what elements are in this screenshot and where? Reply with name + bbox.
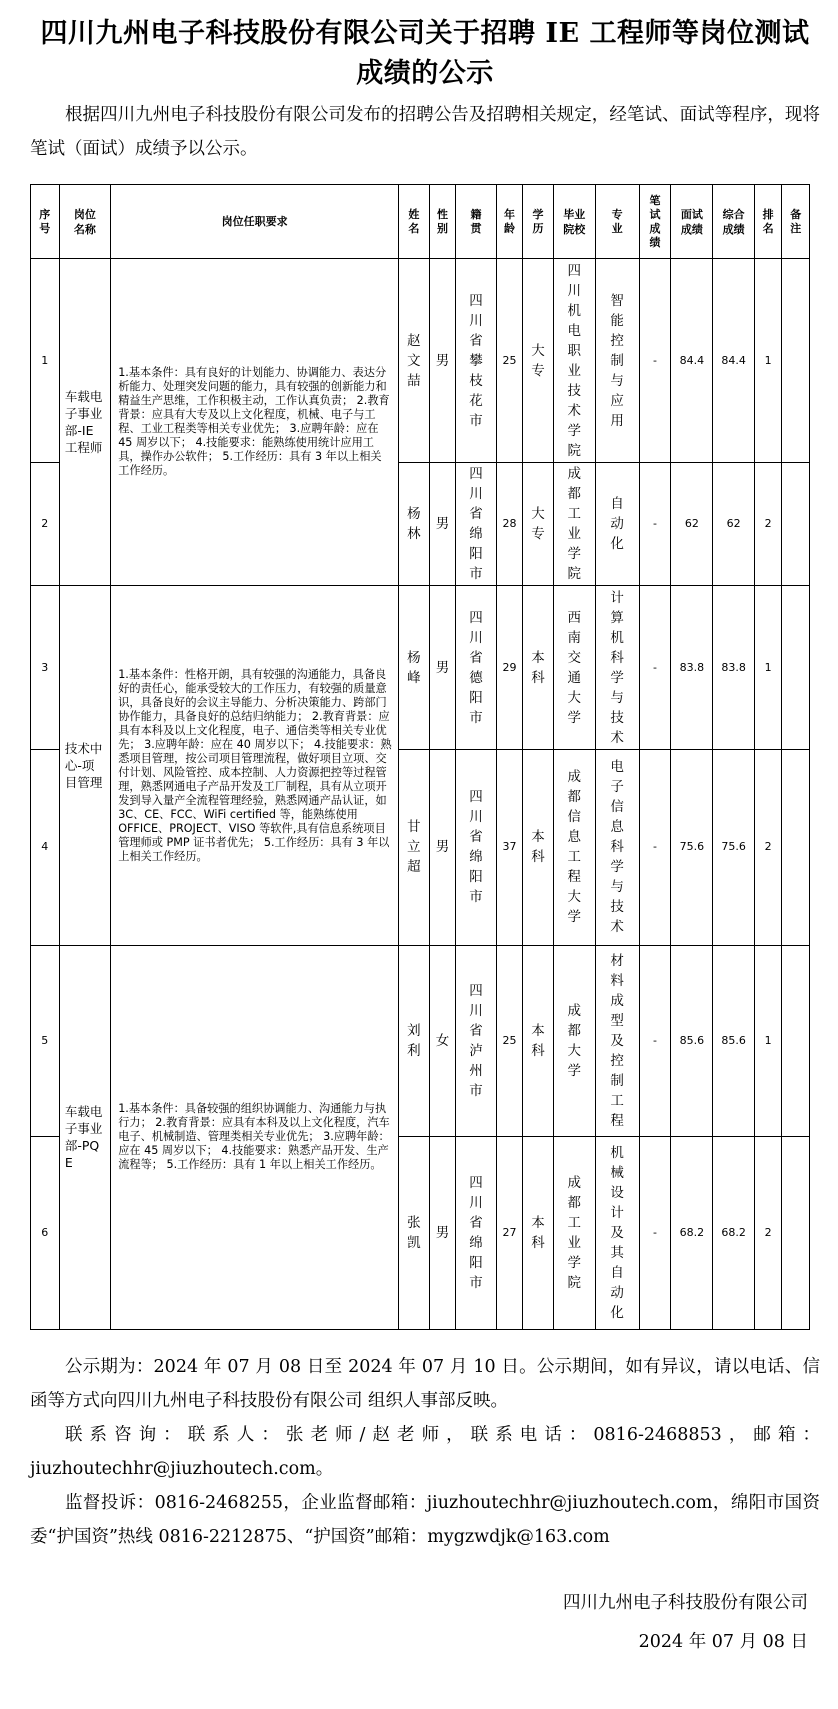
cell-interview: 85.6 — [671, 945, 713, 1136]
cell-position: 技术中心-项目管理 — [59, 586, 111, 945]
cell-age: 29 — [496, 586, 522, 750]
cell-name: 甘立超 — [399, 750, 430, 945]
header-position: 岗位名称 — [59, 185, 111, 259]
cell-total: 83.8 — [713, 586, 755, 750]
cell-age: 27 — [496, 1136, 522, 1329]
cell-age: 37 — [496, 750, 522, 945]
cell-remark — [782, 463, 810, 586]
cell-written: - — [639, 1136, 671, 1329]
cell-education: 本科 — [523, 586, 554, 750]
cell-origin: 四川省德阳市 — [456, 586, 497, 750]
cell-name: 张凯 — [399, 1136, 430, 1329]
cell-gender: 男 — [429, 463, 455, 586]
cell-rank: 2 — [754, 750, 781, 945]
cell-gender: 男 — [429, 259, 455, 463]
cell-education: 大专 — [523, 463, 554, 586]
cell-gender: 男 — [429, 1136, 455, 1329]
intro-paragraph: 根据四川九州电子科技股份有限公司发布的招聘公告及招聘相关规定，经笔试、面试等程序，现将笔试（面试）成绩予以公示。 — [30, 105, 820, 159]
cell-school: 成都大学 — [553, 945, 595, 1136]
company-signature: 四川九州电子科技股份有限公司 — [563, 1593, 808, 1613]
cell-seq: 3 — [31, 586, 60, 750]
cell-name: 刘利 — [399, 945, 430, 1136]
header-gender: 性别 — [429, 185, 455, 259]
cell-total: 75.6 — [713, 750, 755, 945]
cell-written: - — [639, 945, 671, 1136]
cell-requirements: 1.基本条件：具有良好的计划能力、协调能力、表达分析能力、处理突发问题的能力，具有较强的创新能力和精益生产思维，工作积极主动，工作认真负责； 2.教育背景：应具有大专及以上文化程度，机械、电子与工程、工业工程类等相关专业优先； 3.应聘年龄：应在 45 周岁以下； 4.技能要求：能熟练使用统计应用工具，操作办公软件； 5.工作经历：具有 3 年以上相关工作经历。 — [111, 259, 399, 586]
cell-total: 85.6 — [713, 945, 755, 1136]
cell-school: 四川机电职业技术学院 — [553, 259, 595, 463]
header-seq: 序号 — [31, 185, 60, 259]
cell-requirements: 1.基本条件：性格开朗，具有较强的沟通能力，具备良好的责任心，能承受较大的工作压力，有较强的质量意识，具备良好的会议主导能力、分析决策能力、跨部门协作能力，具备良好的总结归纳能力； 2.教育背景：应具有本科及以上文化程度，电子、通信类等相关专业优先； 3.应聘年龄：应在 40 周岁以下； 4.技能要求：熟悉项目管理，按公司项目管理流程，做好项目立项、交付计划、风险管控、成本控制、人力资源把控等过程管理，熟悉网通电子产品开发及工厂制程，具有从立项开发到导入量产全流程管理经验，熟悉网通产品认证，如 3C、CE、FCC、WiFi certified 等，能熟练使用 OFFICE、PROJECT、VISO 等软件,具有信息系统项目管理师或 PMP 证书者优先； 5.工作经历：具有 3 年以上相关工作经历。 — [111, 586, 399, 945]
cell-remark — [782, 1136, 810, 1329]
header-written-score: 笔试成绩 — [639, 185, 671, 259]
header-school: 毕业院校 — [553, 185, 595, 259]
cell-seq: 6 — [31, 1136, 60, 1329]
header-education: 学历 — [523, 185, 554, 259]
cell-name: 杨林 — [399, 463, 430, 586]
document-title: 四川九州电子科技股份有限公司关于招聘 IE 工程师等岗位测试成绩的公示 — [40, 18, 810, 89]
table-row — [31, 586, 810, 750]
cell-education: 本科 — [523, 750, 554, 945]
header-remark: 备注 — [782, 185, 810, 259]
cell-origin: 四川省绵阳市 — [456, 750, 497, 945]
cell-position: 车载电子事业部-PQE — [59, 945, 111, 1329]
table-header-row — [31, 185, 810, 259]
cell-remark — [782, 945, 810, 1136]
cell-written: - — [639, 259, 671, 463]
cell-rank: 1 — [754, 259, 781, 463]
cell-name: 杨峰 — [399, 586, 430, 750]
cell-rank: 2 — [754, 463, 781, 586]
cell-age: 25 — [496, 259, 522, 463]
cell-origin: 四川省泸州市 — [456, 945, 497, 1136]
cell-written: - — [639, 463, 671, 586]
header-name: 姓名 — [399, 185, 430, 259]
cell-seq: 5 — [31, 945, 60, 1136]
cell-origin: 四川省绵阳市 — [456, 1136, 497, 1329]
cell-seq: 4 — [31, 750, 60, 945]
cell-gender: 女 — [429, 945, 455, 1136]
cell-written: - — [639, 586, 671, 750]
cell-major: 电子信息科学与技术 — [595, 750, 639, 945]
table-row — [31, 259, 810, 463]
cell-age: 25 — [496, 945, 522, 1136]
cell-major: 智能控制与应用 — [595, 259, 639, 463]
cell-major: 材料成型及控制工程 — [595, 945, 639, 1136]
cell-origin: 四川省绵阳市 — [456, 463, 497, 586]
cell-major: 机械设计及其自动化 — [595, 1136, 639, 1329]
cell-interview: 75.6 — [671, 750, 713, 945]
cell-remark — [782, 586, 810, 750]
header-total-score: 综合成绩 — [713, 185, 755, 259]
cell-education: 本科 — [523, 1136, 554, 1329]
cell-rank: 1 — [754, 586, 781, 750]
cell-interview: 68.2 — [671, 1136, 713, 1329]
cell-remark — [782, 259, 810, 463]
cell-rank: 1 — [754, 945, 781, 1136]
cell-gender: 男 — [429, 750, 455, 945]
cell-position: 车载电子事业部-IE工程师 — [59, 259, 111, 586]
cell-school: 成都工业学院 — [553, 1136, 595, 1329]
cell-interview: 84.4 — [671, 259, 713, 463]
cell-seq: 2 — [31, 463, 60, 586]
cell-total: 62 — [713, 463, 755, 586]
cell-interview: 62 — [671, 463, 713, 586]
notice-period-paragraph: 公示期为：2024 年 07 月 08 日至 2024 年 07 月 10 日。公示期间，如有异议，请以电话、信函等方式向四川九州电子科技股份有限公司 组织人事部反映。 — [30, 1357, 820, 1411]
cell-requirements: 1.基本条件：具备较强的组织协调能力、沟通能力与执行力； 2.教育背景：应具有本科及以上文化程度，汽车电子、机械制造、管理类相关专业优先； 3.应聘年龄：应在 45 周岁以下； 4.技能要求：熟悉产品开发、生产流程等； 5.工作经历：具有 1 年以上相关工作经历。 — [111, 945, 399, 1329]
cell-origin: 四川省攀枝花市 — [456, 259, 497, 463]
cell-major: 计算机科学与技术 — [595, 586, 639, 750]
contact-paragraph: 联系咨询：联系人：张老师/赵老师，联系电话：0816-2468853，邮箱：jiuzhoutechhr@jiuzhoutech.com。 — [30, 1425, 820, 1479]
header-origin: 籍贯 — [456, 185, 497, 259]
header-major: 专业 — [595, 185, 639, 259]
cell-interview: 83.8 — [671, 586, 713, 750]
header-interview-score: 面试成绩 — [671, 185, 713, 259]
cell-seq: 1 — [31, 259, 60, 463]
cell-written: - — [639, 750, 671, 945]
cell-education: 大专 — [523, 259, 554, 463]
signature-date: 2024 年 07 月 08 日 — [638, 1632, 808, 1652]
cell-name: 赵文喆 — [399, 259, 430, 463]
cell-remark — [782, 750, 810, 945]
cell-school: 成都工业学院 — [553, 463, 595, 586]
cell-age: 28 — [496, 463, 522, 586]
header-age: 年龄 — [496, 185, 522, 259]
cell-total: 84.4 — [713, 259, 755, 463]
cell-total: 68.2 — [713, 1136, 755, 1329]
table-row — [31, 945, 810, 1136]
complaint-paragraph: 监督投诉：0816-2468255，企业监督邮箱：jiuzhoutechhr@jiuzhoutech.com，绵阳市国资委“护国资”热线 0816-2212875、“护国资”邮箱：mygzwdjk@163.com — [30, 1493, 820, 1547]
header-requirements: 岗位任职要求 — [111, 185, 399, 259]
header-rank: 排名 — [754, 185, 781, 259]
cell-education: 本科 — [523, 945, 554, 1136]
cell-gender: 男 — [429, 586, 455, 750]
cell-rank: 2 — [754, 1136, 781, 1329]
cell-school: 西南交通大学 — [553, 586, 595, 750]
cell-school: 成都信息工程大学 — [553, 750, 595, 945]
cell-major: 自动化 — [595, 463, 639, 586]
score-table — [30, 184, 810, 1330]
